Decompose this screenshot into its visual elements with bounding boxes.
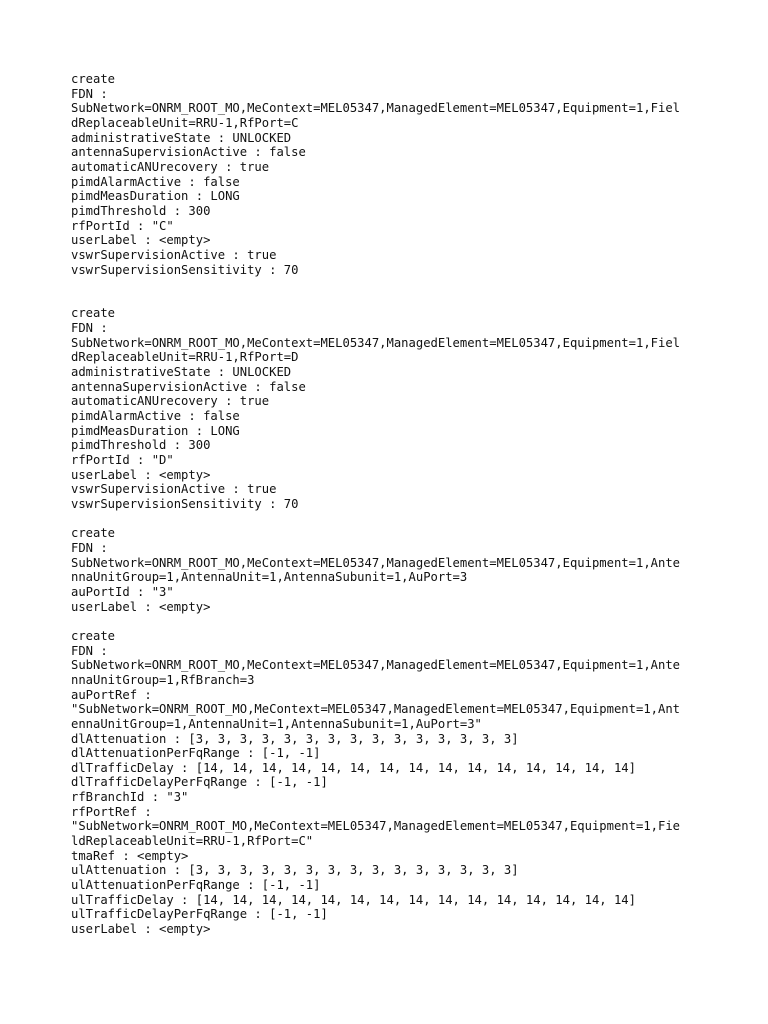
text-line: dlAttenuationPerFqRange : [-1, -1] (71, 746, 321, 761)
text-line: ennaUnitGroup=1,AntennaUnit=1,AntennaSubunit=1,AuPort=3" (71, 716, 482, 731)
text-line: FDN : (71, 643, 108, 658)
text-line: ulTrafficDelay : [14, 14, 14, 14, 14, 14, 14, 14, 14, 14, 14, 14, 14, 14, 14] (71, 892, 636, 907)
mo-block-rfport-c (71, 72, 711, 277)
text-line: dlTrafficDelay : [14, 14, 14, 14, 14, 14, 14, 14, 14, 14, 14, 14, 14, 14, 14] (71, 760, 636, 775)
text-line: FDN : (71, 540, 108, 555)
text-line: FDN : (71, 86, 108, 101)
text-line: ulAttenuation : [3, 3, 3, 3, 3, 3, 3, 3, 3, 3, 3, 3, 3, 3, 3] (71, 863, 519, 878)
text-line: create (71, 306, 116, 321)
text-line: dReplaceableUnit=RRU-1,RfPort=C (71, 115, 299, 130)
text-line: dReplaceableUnit=RRU-1,RfPort=D (71, 350, 299, 365)
text-line: rfPortId : "D" (71, 453, 174, 468)
text-line: auPortRef : (71, 687, 152, 702)
text-line: FDN : (71, 321, 108, 336)
text-line: administrativeState : UNLOCKED (71, 365, 292, 380)
text-line: ulTrafficDelayPerFqRange : [-1, -1] (71, 907, 328, 922)
text-line: nnaUnitGroup=1,RfBranch=3 (71, 672, 255, 687)
text-line: dlAttenuation : [3, 3, 3, 3, 3, 3, 3, 3, 3, 3, 3, 3, 3, 3, 3] (71, 731, 519, 746)
text-line: pimdMeasDuration : LONG (71, 189, 240, 204)
text-line: pimdAlarmActive : false (71, 174, 240, 189)
text-line: dlTrafficDelayPerFqRange : [-1, -1] (71, 775, 328, 790)
mo-block-rfbranch-3 (71, 629, 711, 937)
text-line: SubNetwork=ONRM_ROOT_MO,MeContext=MEL05347,ManagedElement=MEL05347,Equipment=1,Ante (71, 658, 681, 673)
text-line: pimdAlarmActive : false (71, 409, 240, 424)
mo-block-rfport-d (71, 306, 711, 511)
text-line: automaticANUrecovery : true (71, 159, 270, 174)
text-line: userLabel : <empty> (71, 599, 211, 614)
text-line: nnaUnitGroup=1,AntennaUnit=1,AntennaSubunit=1,AuPort=3 (71, 570, 468, 585)
text-line: rfBranchId : "3" (71, 790, 189, 805)
text-line: rfPortId : "C" (71, 218, 174, 233)
text-line: tmaRef : <empty> (71, 848, 189, 863)
text-line: vswrSupervisionSensitivity : 70 (71, 262, 299, 277)
text-line: rfPortRef : (71, 804, 152, 819)
mo-block-auport-3 (71, 526, 711, 614)
text-line: userLabel : <empty> (71, 467, 211, 482)
text-line: "SubNetwork=ONRM_ROOT_MO,MeContext=MEL05347,ManagedElement=MEL05347,Equipment=1,Fie (71, 819, 681, 834)
text-line: vswrSupervisionActive : true (71, 482, 277, 497)
text-line: auPortId : "3" (71, 584, 174, 599)
block-spacer (71, 614, 711, 629)
block-spacer (71, 277, 711, 306)
text-line: pimdThreshold : 300 (71, 203, 211, 218)
text-line: SubNetwork=ONRM_ROOT_MO,MeContext=MEL05347,ManagedElement=MEL05347,Equipment=1,Ante (71, 555, 681, 570)
text-line: SubNetwork=ONRM_ROOT_MO,MeContext=MEL05347,ManagedElement=MEL05347,Equipment=1,Fiel (71, 335, 681, 350)
text-line: create (71, 628, 116, 643)
text-line: administrativeState : UNLOCKED (71, 130, 292, 145)
text-line: SubNetwork=ONRM_ROOT_MO,MeContext=MEL05347,ManagedElement=MEL05347,Equipment=1,Fiel (71, 101, 681, 116)
block-spacer (71, 512, 711, 527)
text-line: ldReplaceableUnit=RRU-1,RfPort=C" (71, 834, 314, 849)
text-line: antennaSupervisionActive : false (71, 145, 306, 160)
text-line: automaticANUrecovery : true (71, 394, 270, 409)
document-page (71, 72, 711, 937)
text-line: pimdThreshold : 300 (71, 438, 211, 453)
text-line: pimdMeasDuration : LONG (71, 423, 240, 438)
text-line: userLabel : <empty> (71, 233, 211, 248)
text-line: vswrSupervisionActive : true (71, 247, 277, 262)
text-line: create (71, 72, 116, 86)
text-line: vswrSupervisionSensitivity : 70 (71, 497, 299, 512)
text-line: userLabel : <empty> (71, 922, 211, 937)
text-line: ulAttenuationPerFqRange : [-1, -1] (71, 878, 321, 893)
text-line: antennaSupervisionActive : false (71, 379, 306, 394)
text-line: "SubNetwork=ONRM_ROOT_MO,MeContext=MEL05347,ManagedElement=MEL05347,Equipment=1,Ant (71, 702, 681, 717)
text-line: create (71, 526, 116, 541)
